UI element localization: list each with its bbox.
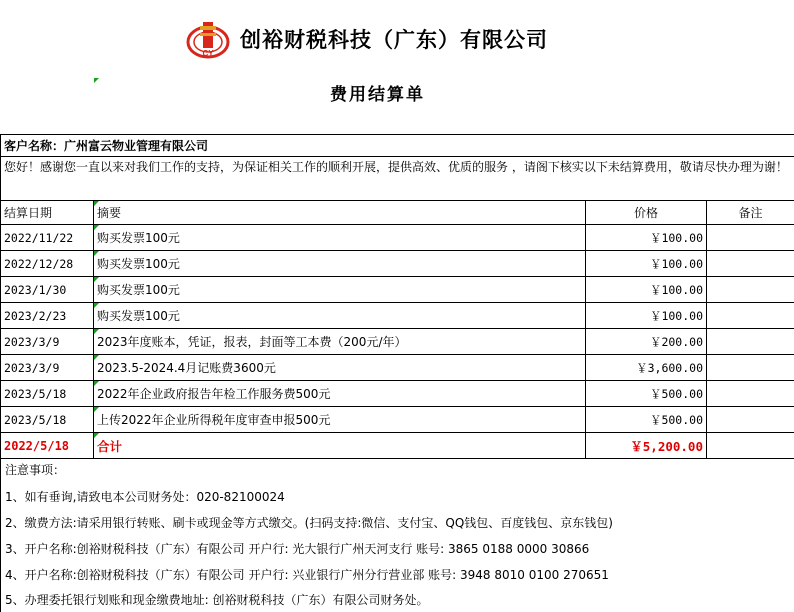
note-item: 4、开户名称:创裕财税科技（广东）有限公司 开户行: 兴业银行广州分行营业部 账号: 3948 8010 0100 270651: [5, 568, 609, 582]
customer-label: 客户名称：: [4, 139, 65, 153]
row-summary-text: 2022年企业政府报告年检工作服务费500元: [97, 387, 331, 401]
row-remark: [707, 407, 794, 433]
row-price: ￥500.00: [586, 407, 707, 433]
row-summary: [94, 355, 586, 381]
cell-marker-icon: [94, 433, 99, 438]
cell-marker-icon: [94, 225, 99, 230]
table-row: [1, 381, 794, 407]
header-remark: 备注: [707, 201, 794, 225]
row-remark: [707, 225, 794, 251]
table-row: [1, 329, 794, 355]
notes-section: [0, 458, 794, 612]
total-price: ￥5,200.00: [586, 433, 707, 459]
row-price: ￥500.00: [586, 381, 707, 407]
row-price: ￥200.00: [586, 329, 707, 355]
note-item: 2、缴费方法:请采用银行转账、刷卡或现金等方式缴交。(扫码支持:微信、支付宝、QQ钱包、百度钱包、京东钱包): [5, 516, 613, 530]
table-row: [1, 303, 794, 329]
cell-marker-icon: [94, 201, 99, 206]
customer-cell: [1, 135, 794, 157]
header-price: 价格: [586, 201, 707, 225]
row-date: 2023/2/23: [1, 303, 94, 329]
row-price: ￥100.00: [586, 225, 707, 251]
header-summary-label: 摘要: [97, 206, 122, 220]
row-summary: [94, 225, 586, 251]
cell-marker-icon: [94, 303, 99, 308]
row-date: 2023/5/18: [1, 407, 94, 433]
cell-marker-icon: [94, 277, 99, 282]
cell-marker-icon: [94, 329, 99, 334]
row-remark: [707, 381, 794, 407]
row-summary-text: 2023.5-2024.4月记账费3600元: [97, 361, 276, 375]
row-date: 2023/3/9: [1, 355, 94, 381]
table-row: [1, 355, 794, 381]
header-date: 结算日期: [1, 201, 94, 225]
total-row: [1, 433, 794, 459]
total-label: 合计: [97, 438, 123, 454]
note-item: 5、办理委托银行划账和现金缴费地址: 创裕财税科技（广东）有限公司财务处。: [5, 593, 429, 607]
row-remark: [707, 329, 794, 355]
row-summary: [94, 303, 586, 329]
cell-marker-icon: [94, 381, 99, 386]
cell-marker-icon: [94, 407, 99, 412]
notes-title: 注意事项：: [5, 463, 66, 477]
row-date: 2023/1/30: [1, 277, 94, 303]
row-date: 2022/11/22: [1, 225, 94, 251]
settlement-table: [0, 134, 794, 459]
row-price: ￥100.00: [586, 277, 707, 303]
row-summary: [94, 329, 586, 355]
table-header-row: [1, 201, 794, 225]
customer-name: 广州富云物业管理有限公司: [64, 139, 209, 153]
customer-row: [1, 135, 794, 157]
row-summary-text: 购买发票100元: [97, 283, 180, 297]
row-summary-text: 上传2022年企业所得税年度审查申报500元: [97, 413, 331, 427]
table-row: [1, 251, 794, 277]
row-summary-text: 购买发票100元: [97, 231, 180, 245]
row-date: 2023/5/18: [1, 381, 94, 407]
cell-marker-icon: [94, 251, 99, 256]
row-summary: [94, 277, 586, 303]
note-item: 3、开户名称:创裕财税科技（广东）有限公司 开户行: 光大银行广州天河支行 账号: 3865 0188 0000 30866: [5, 542, 590, 556]
total-remark: [707, 433, 794, 459]
row-remark: [707, 355, 794, 381]
company-logo-icon: [186, 20, 230, 60]
row-price: ￥3,600.00: [586, 355, 707, 381]
row-summary: [94, 251, 586, 277]
table-row: [1, 277, 794, 303]
table-row: [1, 407, 794, 433]
row-price: ￥100.00: [586, 251, 707, 277]
document-header: [0, 0, 794, 130]
row-summary-text: 购买发票100元: [97, 257, 180, 271]
row-summary: [94, 407, 586, 433]
table-row: [1, 225, 794, 251]
company-name: 创裕财税科技（广东）有限公司: [240, 27, 548, 52]
row-summary-text: 购买发票100元: [97, 309, 180, 323]
row-summary: [94, 381, 586, 407]
row-summary-text: 2023年度账本，凭证，报表，封面等工本费（200元/年）: [97, 335, 407, 349]
row-remark: [707, 251, 794, 277]
row-date: 2023/3/9: [1, 329, 94, 355]
total-date: 2022/5/18: [1, 433, 94, 459]
header-summary: [94, 201, 586, 225]
cell-marker-icon: [94, 355, 99, 360]
total-label-cell: [94, 433, 586, 459]
logo-text: CY: [202, 49, 214, 58]
cell-marker-icon: [94, 78, 99, 83]
row-remark: [707, 277, 794, 303]
document-title: 费用结算单: [330, 85, 425, 105]
greeting-text: 您好！感谢您一直以来对我们工作的支持，为保证相关工作的顺利开展，提供高效、优质的服务 ，请阁下核实以下未结算费用，敬请尽快办理为谢！: [1, 157, 794, 201]
row-date: 2022/12/28: [1, 251, 94, 277]
note-item: 1、如有垂询,请致电本公司财务处：020-82100024: [5, 490, 285, 504]
row-remark: [707, 303, 794, 329]
row-price: ￥100.00: [586, 303, 707, 329]
greeting-row: [1, 157, 794, 201]
